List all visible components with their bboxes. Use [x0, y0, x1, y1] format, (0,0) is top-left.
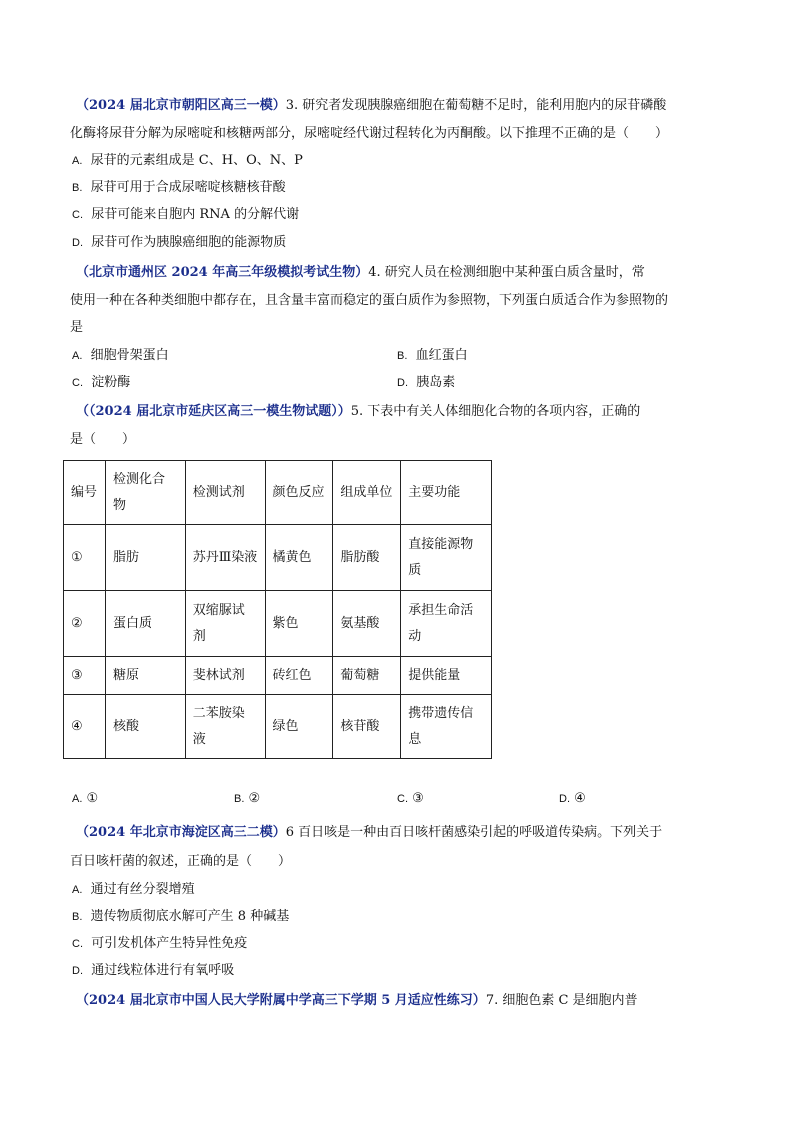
q4-option-c	[72, 373, 130, 393]
option-text: 遗传物质彻底水解可产生 8 种碱基	[90, 909, 290, 924]
option-label: D.	[397, 377, 408, 389]
table-cell: 紫色	[265, 591, 333, 657]
q3-stem-2: 化酶将尿苷分解为尿嘧啶和核糖两部分，尿嘧啶经代谢过程转化为丙酮酸。以下推理不正确的是（ ）	[70, 126, 669, 141]
table-cell: 绿色	[265, 695, 333, 759]
table-cell: 直接能源物质	[401, 525, 492, 591]
q6-stem-1: 6 百日咳是一种由百日咳杆菌感染引起的呼吸道传染病。下列关于	[285, 825, 663, 840]
option-text: 尿苷可能来自胞内 RNA 的分解代谢	[91, 207, 300, 222]
option-label: C.	[72, 209, 83, 221]
option-label: D.	[72, 237, 83, 249]
q7-first-line	[76, 991, 638, 1011]
q4-source: （北京市通州区 2024 年高三年级模拟考试生物）	[76, 265, 369, 280]
q4-first-line	[76, 263, 645, 283]
table-cell: 携带遗传信息	[401, 695, 492, 759]
option-label: B.	[72, 182, 83, 194]
table-header-cell: 检测化合物	[105, 461, 185, 525]
q5-stem-1: 5. 下表中有关人体细胞化合物的各项内容，正确的	[350, 404, 641, 419]
table-cell: 脂肪	[105, 525, 185, 591]
option-text: 细胞骨架蛋白	[90, 348, 169, 363]
option-text: 尿苷可作为胰腺癌细胞的能源物质	[91, 235, 287, 250]
table-cell: ①	[64, 525, 106, 591]
option-label: A.	[72, 884, 83, 896]
table-cell: 苏丹Ⅲ染液	[185, 525, 265, 591]
table-cell: ③	[64, 657, 106, 695]
table-cell: ④	[64, 695, 106, 759]
q5-table	[63, 460, 492, 759]
option-label: D.	[72, 965, 83, 977]
table-header-cell: 主要功能	[401, 461, 492, 525]
q5-stem-2: 是（ ）	[70, 432, 136, 447]
option-label: D.	[559, 793, 570, 805]
table-cell: 葡萄糖	[333, 657, 401, 695]
option-label: B.	[72, 911, 83, 923]
table-cell: 提供能量	[401, 657, 492, 695]
table-cell: 二苯胺染液	[185, 695, 265, 759]
table-cell: 氨基酸	[333, 591, 401, 657]
option-label: C.	[72, 938, 83, 950]
table-cell: 糖原	[105, 657, 185, 695]
table-row	[64, 591, 492, 657]
option-text: 通过有丝分裂增殖	[90, 882, 195, 897]
q6-stem-2: 百日咳杆菌的叙述，正确的是（ ）	[70, 854, 292, 869]
q7-stem-1: 7. 细胞色素 C 是细胞内普	[485, 993, 638, 1008]
option-text: 尿苷可用于合成尿嘧啶核糖核苷酸	[90, 180, 286, 195]
q4-stem-2: 使用一种在各种类细胞中都存在，且含量丰富而稳定的蛋白质作为参照物，下列蛋白质适合作为参照物的	[70, 293, 669, 308]
table-header-row	[64, 461, 492, 525]
option-text: ②	[248, 791, 261, 806]
option-label: A.	[72, 155, 83, 167]
option-text: ④	[574, 791, 586, 806]
table-cell: 核苷酸	[333, 695, 401, 759]
q6-option-d	[72, 961, 234, 981]
q4-stem-1: 4. 研究人员在检测细胞中某种蛋白质含量时，常	[368, 265, 645, 280]
q6-first-line	[76, 823, 662, 843]
option-label: A.	[72, 350, 83, 362]
q4-option-a	[72, 346, 169, 366]
q7-source: （2024 届北京市中国人民大学附属中学高三下学期 5 月适应性练习）	[76, 993, 486, 1008]
q5-first-line	[76, 402, 640, 422]
option-text: ③	[412, 791, 424, 806]
option-label: C.	[72, 377, 83, 389]
table-cell: 砖红色	[265, 657, 333, 695]
q4-stem-3: 是	[70, 320, 84, 335]
option-text: 胰岛素	[416, 375, 456, 390]
q3-stem-1: 3. 研究者发现胰腺癌细胞在葡萄糖不足时，能利用胞内的尿苷磷酸	[285, 98, 667, 113]
table-header-cell: 编号	[64, 461, 106, 525]
table-cell: 核酸	[105, 695, 185, 759]
q5-option-d	[559, 789, 586, 809]
q3-option-d	[72, 233, 286, 253]
table-row	[64, 695, 492, 759]
q5-source: （（2024 届北京市延庆区高三一模生物试题））	[76, 404, 351, 419]
q3-source: （2024 届北京市朝阳区高三一模）	[76, 98, 286, 113]
table-cell: ②	[64, 591, 106, 657]
option-label: A.	[72, 793, 83, 805]
option-label: B.	[234, 793, 245, 805]
table-cell: 承担生命活动	[401, 591, 492, 657]
table-cell: 橘黄色	[265, 525, 333, 591]
table-cell: 脂肪酸	[333, 525, 401, 591]
table-header-cell: 检测试剂	[185, 461, 265, 525]
option-text: 通过线粒体进行有氧呼吸	[91, 963, 235, 978]
table-row	[64, 657, 492, 695]
q6-option-b	[72, 907, 289, 927]
option-text: ①	[86, 791, 99, 806]
option-text: 尿苷的元素组成是 C、H、O、N、P	[90, 153, 303, 168]
q6-source: （2024 年北京市海淀区高三二模）	[76, 825, 286, 840]
q5-option-c	[397, 789, 424, 809]
q3-first-line	[76, 96, 666, 116]
q3-option-c	[72, 205, 299, 225]
table-cell: 双缩脲试剂	[185, 591, 265, 657]
q5-option-b	[234, 789, 260, 809]
option-text: 可引发机体产生特异性免疫	[91, 936, 248, 951]
table-row	[64, 525, 492, 591]
q4-option-d	[397, 373, 455, 393]
table-cell: 蛋白质	[105, 591, 185, 657]
option-label: B.	[397, 350, 408, 362]
option-text: 血红蛋白	[415, 348, 468, 363]
table-cell: 斐林试剂	[185, 657, 265, 695]
option-label: C.	[397, 793, 408, 805]
q6-option-a	[72, 880, 195, 900]
q3-option-a	[72, 151, 303, 171]
table-header-cell: 组成单位	[333, 461, 401, 525]
q6-option-c	[72, 934, 247, 954]
option-text: 淀粉酶	[91, 375, 131, 390]
q5-option-a	[72, 789, 98, 809]
table-header-cell: 颜色反应	[265, 461, 333, 525]
q4-option-b	[397, 346, 468, 366]
q3-option-b	[72, 178, 286, 198]
